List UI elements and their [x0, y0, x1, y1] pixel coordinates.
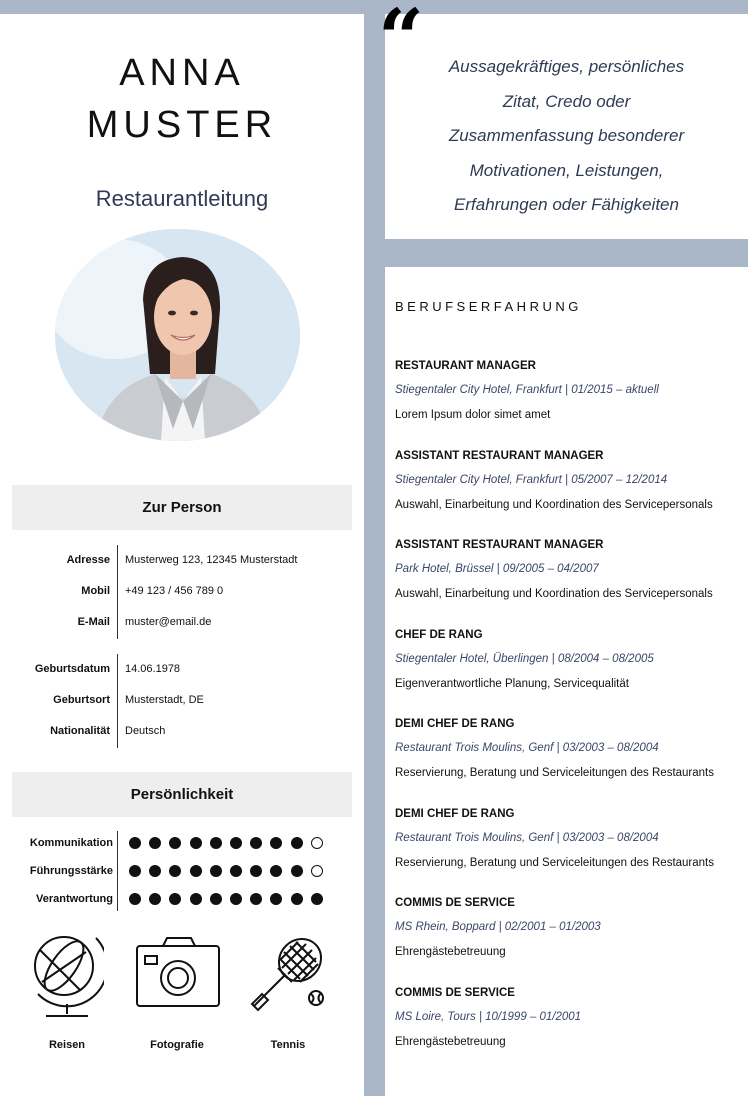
job-employer-name: Park Hotel, Brüssel: [395, 563, 494, 575]
job-separator: |: [493, 563, 503, 575]
job-entry: [395, 354, 745, 427]
job-description: Reservierung, Beratung und Serviceleitungen des Restaurants: [395, 767, 714, 779]
job-role: RESTAURANT MANAGER: [395, 360, 536, 372]
job-employer-name: Stiegentaler Hotel, Überlingen: [395, 652, 549, 665]
info-value: Musterstadt, DE: [125, 694, 204, 706]
rating-dot-filled: [210, 893, 222, 905]
job-separator: |: [475, 1010, 486, 1023]
job-employer: [395, 647, 745, 672]
rating-dot-filled: [270, 865, 282, 877]
rating-dot-filled: [169, 865, 181, 877]
quote-line: Motivationen, Leistungen,: [469, 160, 664, 180]
quote-text: [385, 50, 748, 223]
rating-dot-filled: [291, 893, 303, 905]
info-value: +49 123 / 456 789 0: [125, 585, 224, 597]
rating-dot-filled: [190, 837, 202, 849]
job-period: 01/2015 – aktuell: [571, 384, 659, 396]
job-employer: [395, 826, 745, 851]
job-role: ASSISTANT RESTAURANT MANAGER: [395, 539, 604, 551]
tennis-racket-icon: [248, 934, 328, 1014]
experience-box: [385, 267, 748, 1096]
profile-photo: [55, 229, 300, 441]
job-description: Ehrengästebetreuung: [395, 1035, 506, 1048]
info-row-nationalitaet: [0, 721, 364, 741]
section-heading-persoenlichkeit: Persönlichkeit: [12, 772, 352, 817]
info-label: Nationalität: [50, 725, 110, 737]
info-label: Geburtsort: [53, 694, 110, 706]
job-entry: [395, 981, 745, 1054]
job-employer-name: Restaurant Trois Moulins, Genf: [395, 742, 554, 754]
rating-dot-filled: [149, 837, 161, 849]
rating-dot-filled: [270, 893, 282, 905]
info-label: Mobil: [81, 585, 110, 597]
info-row-geburtsdatum: [0, 659, 364, 679]
info-row-adresse: [0, 550, 364, 570]
job-separator: |: [553, 831, 563, 844]
info-label: Adresse: [66, 554, 110, 566]
job-role: ASSISTANT RESTAURANT MANAGER: [395, 449, 604, 462]
first-name: ANNA: [119, 52, 245, 94]
job-employer: [395, 378, 745, 403]
job-employer-name: MS Rhein, Boppard: [395, 921, 496, 933]
rating-dot-empty: [311, 837, 323, 849]
rating-dot-filled: [270, 837, 282, 849]
rating-dot-filled: [250, 837, 262, 849]
job-separator: |: [561, 473, 572, 486]
job-separator: |: [561, 384, 572, 396]
skill-label: Kommunikation: [29, 837, 113, 849]
rating-dot-filled: [311, 893, 323, 905]
job-description: Auswahl, Einarbeitung und Koordination des Servicepersonals: [395, 588, 713, 600]
job-employer-name: Stiegentaler City Hotel, Frankfurt: [395, 473, 562, 486]
rating-dot-filled: [129, 865, 141, 877]
quote-line: Zusammenfassung besonderer: [448, 126, 685, 145]
rating-dot-filled: [169, 837, 181, 849]
hobby-label-tennis: Tennis: [270, 1039, 306, 1051]
job-entry: [395, 891, 745, 964]
job-entry: [395, 802, 745, 875]
job-employer-name: Restaurant Trois Moulins, Genf: [395, 831, 554, 844]
skill-label: Verantwortung: [35, 893, 113, 905]
job-description: Auswahl, Einarbeitung und Koordination des Servicepersonals: [395, 498, 713, 511]
job-period: 05/2007 – 12/2014: [571, 473, 668, 486]
info-row-geburtsort: [0, 690, 364, 710]
info-row-mobil: [0, 581, 364, 601]
skill-label: Führungsstärke: [29, 865, 113, 877]
globe-icon: [28, 928, 104, 1020]
info-label: Geburtsdatum: [34, 663, 110, 675]
job-employer: [395, 915, 745, 940]
quote-line: Zitat, Credo oder: [502, 91, 631, 111]
rating-dot-filled: [129, 893, 141, 905]
job-employer: [395, 557, 745, 582]
job-role: DEMI CHEF DE RANG: [395, 807, 515, 820]
rating-dot-filled: [210, 837, 222, 849]
section-heading-zur-person: Zur Person: [12, 485, 352, 530]
job-description: Lorem Ipsum dolor simet amet: [395, 409, 551, 421]
quote-line: Aussagekräftiges, persönliches: [448, 57, 685, 76]
hobby-label-reisen: Reisen: [48, 1039, 86, 1051]
job-period: 08/2004 – 08/2005: [557, 652, 654, 665]
rating-dot-filled: [250, 865, 262, 877]
rating-dot-filled: [230, 893, 242, 905]
quote-line: Erfahrungen oder Fähigkeiten: [454, 195, 679, 214]
rating-dot-filled: [250, 893, 262, 905]
job-separator: |: [553, 742, 563, 754]
rating-dot-filled: [149, 865, 161, 877]
skill-row-fuehrungsstaerke: [0, 861, 364, 881]
info-value: Musterweg 123, 12345 Musterstadt: [125, 554, 298, 566]
hobby-label-fotografie: Fotografie: [150, 1039, 204, 1051]
rating-dot-filled: [291, 865, 303, 877]
quote-box: [385, 14, 748, 239]
quote-mark-icon: “: [378, 0, 425, 85]
job-separator: |: [548, 652, 558, 665]
job-employer: [395, 736, 745, 761]
section-heading-berufserfahrung: BERUFSERFAHRUNG: [395, 299, 582, 314]
job-entry: [395, 533, 745, 606]
job-employer: [395, 1005, 745, 1030]
rating-dot-filled: [190, 893, 202, 905]
job-description: Reservierung, Beratung und Serviceleitungen des Restaurants: [395, 856, 714, 869]
rating-dot-filled: [210, 865, 222, 877]
rating-dot-filled: [129, 837, 141, 849]
rating-dot-filled: [291, 837, 303, 849]
job-description: Ehrengästebetreuung: [395, 946, 506, 958]
job-role: DEMI CHEF DE RANG: [395, 718, 515, 730]
job-period: 03/2003 – 08/2004: [562, 831, 659, 844]
job-entry: [395, 444, 745, 517]
info-label: E-Mail: [77, 616, 110, 628]
job-role: COMMIS DE SERVICE: [395, 897, 515, 909]
job-separator: |: [495, 921, 505, 933]
job-employer-name: MS Loire, Tours: [395, 1010, 476, 1023]
job-entry: [395, 623, 745, 696]
skill-row-kommunikation: [0, 833, 364, 853]
rating-dot-filled: [230, 865, 242, 877]
rating-dot-filled: [190, 865, 202, 877]
job-title: Restaurantleitung: [95, 186, 269, 211]
rating-dot-filled: [149, 893, 161, 905]
info-value: 14.06.1978: [125, 663, 181, 675]
rating-dot-filled: [169, 893, 181, 905]
job-period: 10/1999 – 01/2001: [485, 1010, 582, 1023]
last-name: MUSTER: [86, 104, 278, 146]
job-period: 09/2005 – 04/2007: [502, 563, 599, 575]
rating-dot-empty: [311, 865, 323, 877]
job-employer-name: Stiegentaler City Hotel, Frankfurt: [395, 384, 562, 396]
info-row-email: [0, 612, 364, 632]
skill-row-verantwortung: [0, 889, 364, 909]
info-value: Deutsch: [125, 725, 166, 737]
job-employer: [395, 468, 745, 493]
info-value: muster@email.de: [125, 616, 212, 628]
job-role: COMMIS DE SERVICE: [395, 986, 515, 999]
job-period: 02/2001 – 01/2003: [504, 921, 601, 933]
rating-dot-filled: [230, 837, 242, 849]
camera-icon: [135, 936, 221, 1008]
job-entry: [395, 712, 745, 785]
job-period: 03/2003 – 08/2004: [562, 742, 659, 754]
job-description: Eigenverantwortliche Planung, Servicequalität: [395, 677, 629, 690]
job-role: CHEF DE RANG: [395, 628, 483, 641]
